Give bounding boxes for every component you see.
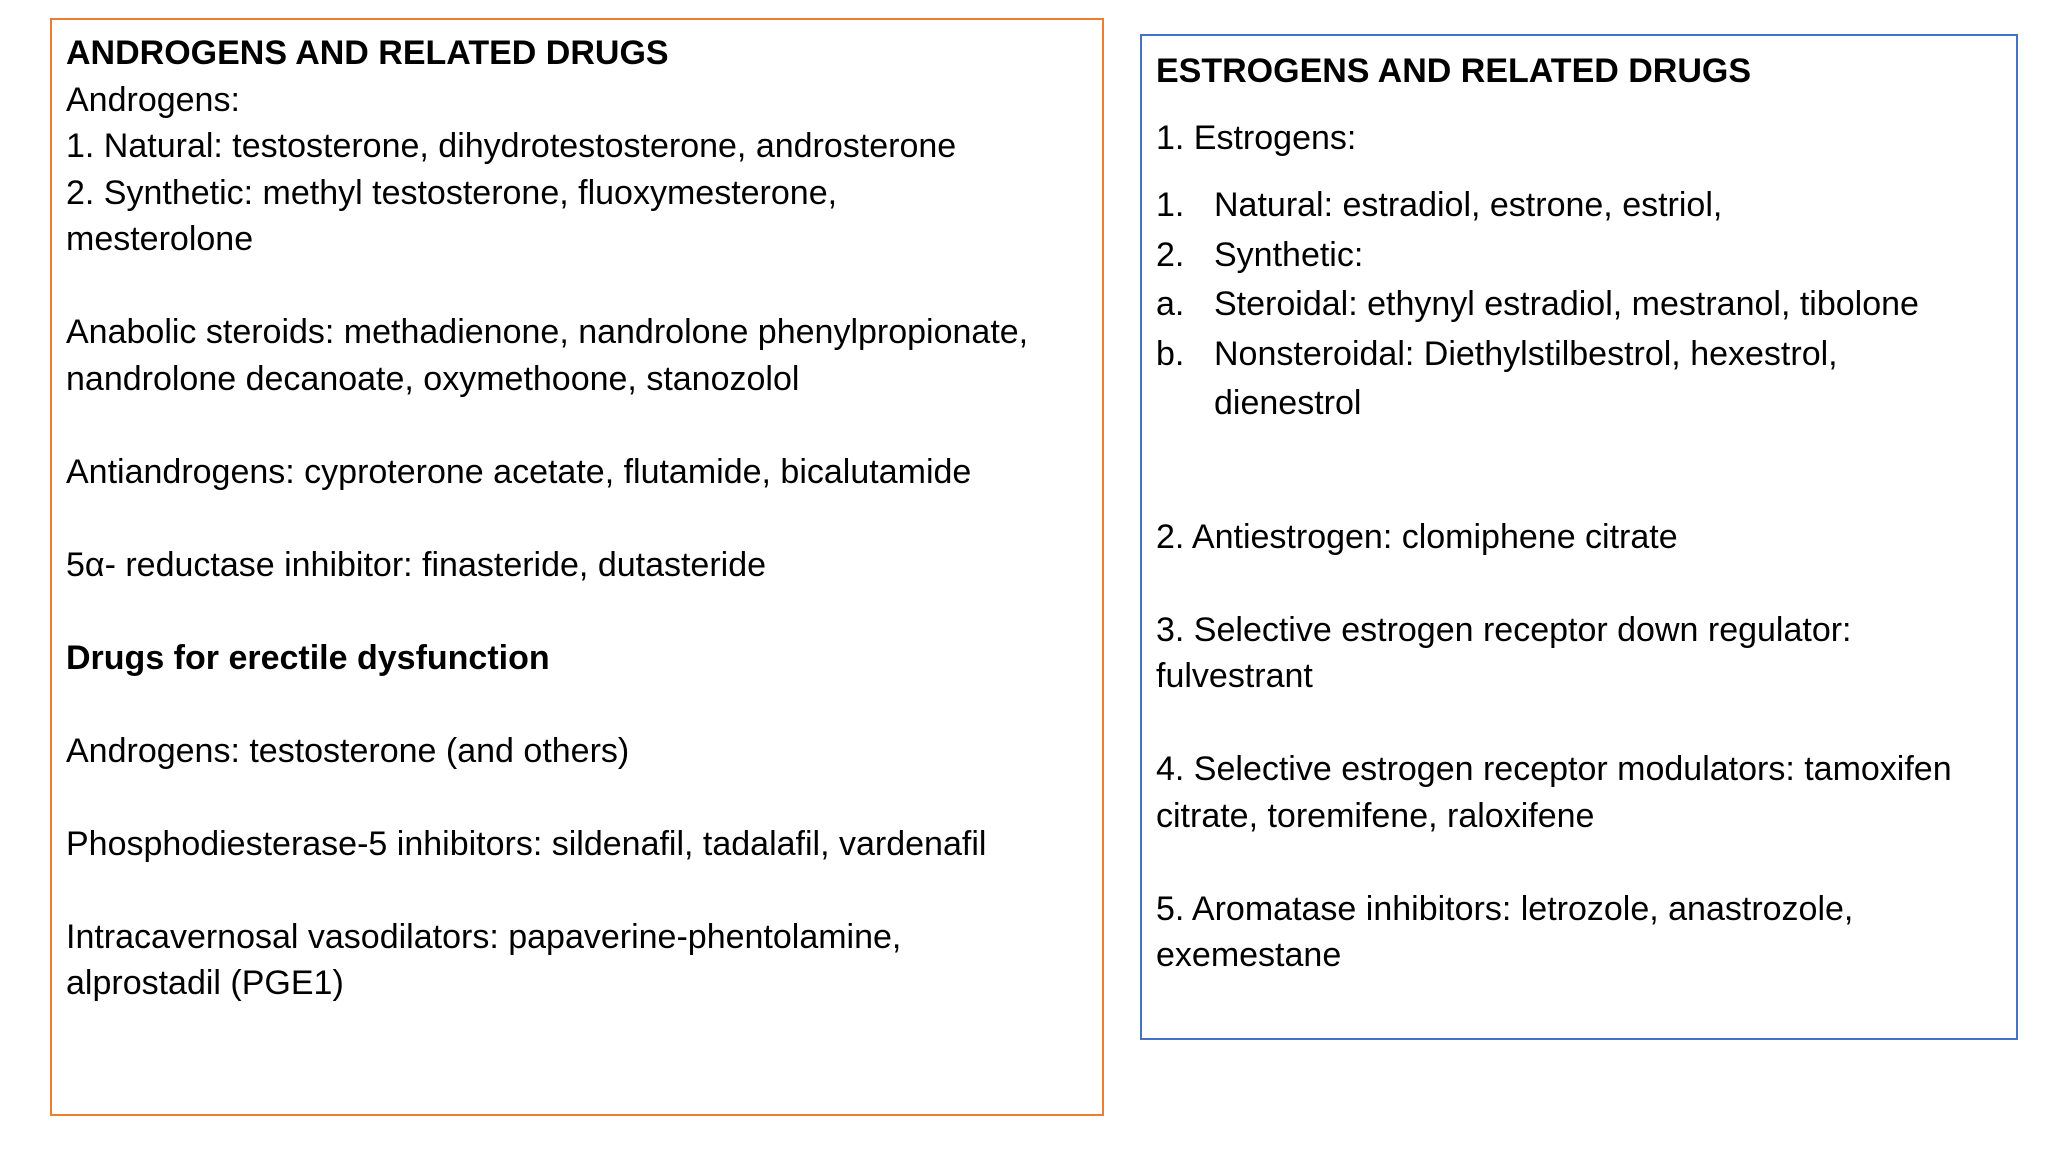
estrogens-panel [1140,34,2018,1040]
androgens-heading: Androgens: [66,80,240,119]
ed-androgens: Androgens: testosterone (and others) [66,731,630,770]
androgens-panel-title: ANDROGENS AND RELATED DRUGS [66,34,669,72]
list-item-text: Nonsteroidal: Diethylstilbestrol, hexestrol, [1214,334,1838,373]
spacer [66,402,1088,449]
spacer [1156,839,2002,886]
serd-line-2: fulvestrant [1156,657,1313,695]
spacer [1156,161,2002,181]
list-item-text: Steroidal: ethynyl estradiol, mestranol, tibolone [1214,285,1919,323]
androgens-natural: 1. Natural: testosterone, dihydrotestosterone, androsterone [66,127,957,165]
estrogen-list-item [1156,379,2002,429]
spacer [66,495,1088,542]
androgens-panel [50,18,1104,1116]
vasodilators-line-1: Intracavernosal vasodilators: papaverine-phentolamine, [66,917,902,956]
erectile-dysfunction-heading: Drugs for erectile dysfunction [66,638,550,677]
androgens-synthetic-line-1: 2. Synthetic: methyl testosterone, fluoxymesterone, [66,173,838,212]
estrogen-list-item [1156,231,2002,281]
list-marker: b. [1156,334,1185,373]
spacer [1156,700,2002,747]
serd-line-1: 3. Selective estrogen receptor down regulator: [1156,610,1852,649]
estrogen-list-item [1156,181,2002,231]
antiandrogens: Antiandrogens: cyproterone acetate, flutamide, bicalutamide [66,452,972,491]
serm-line-1: 4. Selective estrogen receptor modulators: tamoxifen [1156,750,1952,788]
spacer [1156,95,2002,115]
antiestrogen: 2. Antiestrogen: clomiphene citrate [1156,517,1678,556]
estrogen-list-item [1156,280,2002,330]
estrogens-heading: 1. Estrogens: [1156,118,1357,157]
list-marker: 1. [1156,186,1185,224]
estrogen-list-item [1156,330,2002,380]
aromatase-line-2: exemestane [1156,936,1342,974]
spacer [66,588,1088,635]
list-item-text: Synthetic: [1214,235,1364,274]
list-marker: a. [1156,285,1185,323]
spacer [1156,560,2002,607]
spacer [66,263,1088,310]
pde5-inhibitors: Phosphodiesterase-5 inhibitors: sildenafil, tadalafil, vardenafil [66,824,987,863]
estrogens-panel-title: ESTROGENS AND RELATED DRUGS [1156,52,1752,90]
spacer [1156,429,2002,514]
list-item-text: dienestrol [1214,384,1362,422]
list-item-text: Natural: estradiol, estrone, estriol, [1214,186,1723,224]
androgens-synthetic-line-2: mesterolone [66,220,254,258]
spacer [66,681,1088,728]
reductase-inhibitor: 5α- reductase inhibitor: finasteride, dutasteride [66,545,767,584]
serm-line-2: citrate, toremifene, raloxifene [1156,796,1595,835]
spacer [66,774,1088,821]
aromatase-line-1: 5. Aromatase inhibitors: letrozole, anastrozole, [1156,889,1854,928]
vasodilators-line-2: alprostadil (PGE1) [66,964,344,1002]
anabolic-steroids-line-2: nandrolone decanoate, oxymethoone, stanozolol [66,359,800,398]
list-marker [1156,379,1214,429]
list-marker: 2. [1156,235,1185,274]
spacer [66,867,1088,914]
anabolic-steroids-line-1: Anabolic steroids: methadienone, nandrolone phenylpropionate, [66,313,1029,351]
